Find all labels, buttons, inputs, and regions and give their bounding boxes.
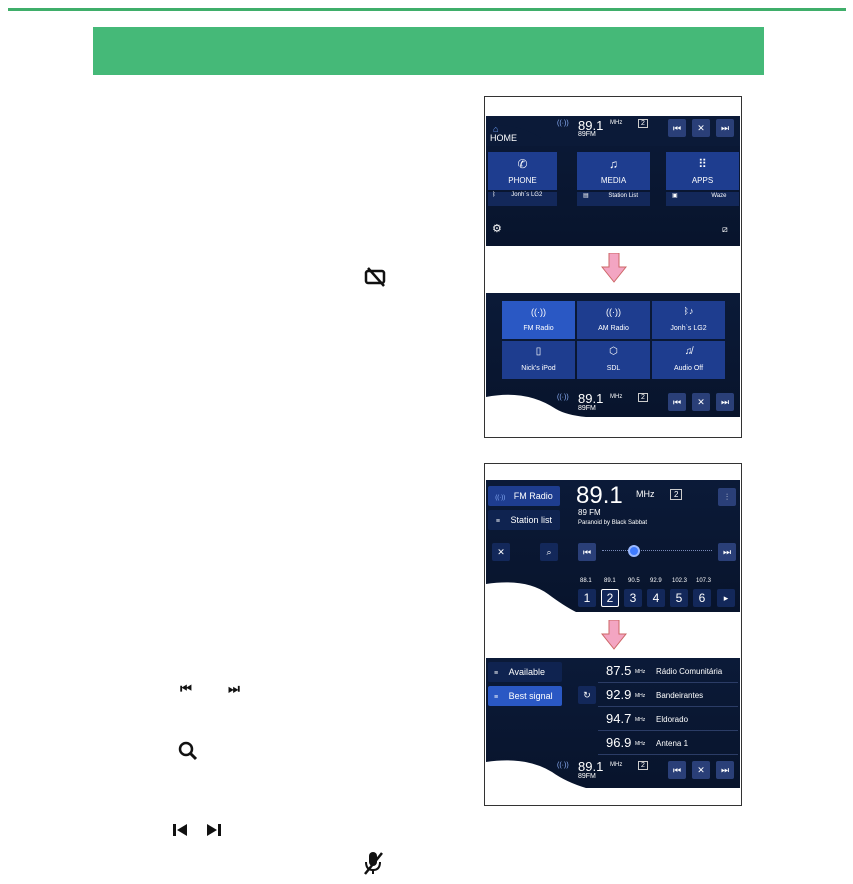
list-icon: ▤ — [583, 193, 589, 199]
signal-icon: ((·)) — [557, 762, 569, 769]
station-name: Eldorado — [656, 715, 689, 724]
preset-badge: 2 — [638, 119, 648, 128]
previous-button[interactable]: ⏮ — [668, 119, 686, 137]
station-row[interactable] — [598, 660, 738, 683]
menu-best-signal[interactable] — [488, 686, 562, 706]
station-frequency: 94.7 — [606, 711, 632, 726]
source-ipod[interactable] — [502, 341, 575, 379]
top-rule — [8, 8, 846, 11]
station-name: 89 FM — [578, 508, 601, 517]
source-sdl[interactable] — [577, 341, 650, 379]
fm-radio-screen — [486, 480, 740, 612]
frequency-unit: MHz — [610, 762, 623, 768]
tile-sub-media[interactable] — [577, 192, 650, 206]
preset-frequency: 107.3 — [696, 578, 712, 584]
signal-icon: ((·)) — [557, 394, 569, 401]
preset-badge: 2 — [638, 761, 648, 770]
preset-frequency: 88.1 — [580, 578, 592, 584]
next-button[interactable]: ⏭ — [716, 119, 734, 137]
frequency: 89.1 — [576, 482, 623, 509]
station-list-screen — [486, 658, 740, 788]
preset-button-selected[interactable]: 2 — [601, 589, 619, 607]
home-label[interactable]: HOME — [490, 133, 517, 143]
menu-label: Station list — [510, 515, 553, 525]
station-name: 89FM — [578, 405, 596, 412]
projection-off-icon — [364, 266, 388, 288]
menu-label: FM Radio — [513, 491, 553, 501]
source-audio-off[interactable] — [652, 341, 725, 379]
signal-bars-icon: ≡ — [494, 670, 499, 677]
station-name: Antena 1 — [656, 739, 689, 748]
tile-label: PHONE — [508, 176, 537, 185]
previous-button[interactable]: ⏮ — [668, 393, 686, 411]
radio-icon: ((·)) — [606, 307, 621, 317]
signal-bars-icon: ≡ — [494, 694, 499, 701]
source-fm-radio[interactable] — [502, 301, 575, 339]
next-track-icon — [206, 822, 222, 838]
tile-media[interactable] — [577, 152, 650, 190]
station-name: 89FM — [578, 131, 596, 138]
equalizer-button[interactable]: ⫶ — [718, 488, 736, 506]
phone-icon: ✆ — [517, 157, 528, 171]
skip-back-icon: ⏮ — [180, 681, 192, 696]
next-button[interactable]: ⏭ — [716, 393, 734, 411]
source-label: Audio Off — [673, 365, 704, 372]
frequency-unit: MHz — [610, 394, 623, 400]
previous-button[interactable]: ⏮ — [668, 761, 686, 779]
tuning-scale[interactable] — [602, 550, 712, 555]
sdl-icon: ⬡ — [609, 346, 618, 357]
audio-off-icon: ♫̸ — [684, 346, 693, 357]
previous-track-icon — [172, 822, 188, 838]
station-unit: MHz — [635, 717, 646, 723]
mute-button[interactable]: ✕ — [492, 543, 510, 561]
preset-frequency: 90.5 — [628, 578, 640, 584]
figure-radio-to-list — [484, 463, 742, 806]
next-button[interactable]: ⏭ — [716, 761, 734, 779]
music-icon: ♫ — [609, 157, 618, 171]
section-banner — [93, 27, 764, 75]
preset-button[interactable]: 4 — [647, 589, 665, 607]
ipod-icon: ▯ — [535, 346, 542, 357]
next-page-button[interactable]: ▸ — [717, 589, 735, 607]
preset-button[interactable]: 3 — [624, 589, 642, 607]
tile-sub-phone[interactable] — [488, 192, 557, 206]
station-frequency: 87.5 — [606, 663, 632, 678]
down-arrow — [601, 620, 627, 650]
preset-frequency: 102.3 — [672, 578, 688, 584]
frequency-unit: MHz — [636, 489, 655, 499]
preset-button[interactable]: 1 — [578, 589, 596, 607]
down-arrow — [601, 253, 627, 283]
station-name: Rádio Comunitária — [656, 667, 723, 676]
home-screen — [486, 116, 740, 246]
tile-label: APPS — [691, 176, 714, 185]
mute-button[interactable]: ✕ — [692, 119, 710, 137]
source-bluetooth[interactable] — [652, 301, 725, 339]
bluetooth-icon: ᛒ — [492, 192, 496, 198]
song-info: Paranoid by Black Sabbat — [578, 520, 648, 526]
source-label: Nick's iPod — [521, 365, 556, 372]
search-button[interactable]: ⌕ — [540, 543, 558, 561]
refresh-button[interactable]: ↻ — [578, 686, 596, 704]
menu-fm-radio[interactable] — [488, 486, 560, 506]
menu-label: Available — [508, 667, 545, 677]
station-unit: MHz — [635, 741, 646, 747]
source-screen — [486, 293, 740, 417]
frequency: 89.1 — [578, 118, 604, 133]
signal-icon: ((·)) — [557, 120, 569, 127]
menu-station-list[interactable] — [488, 510, 560, 530]
station-name: 89FM — [578, 773, 596, 780]
seek-back-button[interactable]: ⏮ — [578, 543, 596, 561]
frequency: 89.1 — [578, 759, 604, 774]
station-frequency: 92.9 — [606, 687, 632, 702]
station-unit: MHz — [635, 693, 646, 699]
source-am-radio[interactable] — [577, 301, 650, 339]
frequency-unit: MHz — [610, 120, 623, 126]
tuning-knob[interactable] — [628, 545, 640, 557]
tile-sub-label: Waze — [711, 193, 727, 199]
station-row[interactable] — [598, 684, 738, 707]
tile-apps[interactable] — [666, 152, 739, 190]
tile-label: MEDIA — [600, 176, 627, 185]
station-frequency: 96.9 — [606, 735, 632, 750]
preset-frequency: 92.9 — [650, 578, 662, 584]
preset-button[interactable]: 5 — [670, 589, 688, 607]
radio-icon: ((·)) — [531, 307, 546, 317]
settings-icon[interactable]: ⚙ — [492, 223, 502, 235]
preset-frequency: 89.1 — [604, 578, 616, 584]
preset-button[interactable]: 6 — [693, 589, 711, 607]
frequency: 89.1 — [578, 391, 604, 406]
source-label: SDL — [606, 365, 621, 372]
radio-icon: ((·)) — [495, 495, 506, 501]
mute-button[interactable]: ✕ — [692, 761, 710, 779]
preset-badge: 2 — [670, 489, 682, 500]
station-row[interactable] — [598, 708, 738, 731]
source-label: Jonh`s LG2 — [670, 325, 707, 332]
bluetooth-music-icon: ᛒ♪ — [683, 306, 694, 316]
mute-microphone-icon — [362, 850, 384, 876]
station-row[interactable] — [598, 732, 738, 755]
station-name: Bandeirantes — [656, 691, 704, 700]
list-icon: ≡ — [495, 518, 501, 525]
skip-forward-icon: ⏭ — [228, 681, 240, 696]
grid-icon: ⠿ — [698, 157, 707, 171]
tile-sub-label: Station List — [608, 193, 639, 199]
search-icon — [177, 740, 199, 762]
tile-phone[interactable] — [488, 152, 557, 190]
preset-badge: 2 — [638, 393, 648, 402]
menu-available[interactable] — [488, 662, 562, 682]
menu-label: Best signal — [508, 691, 553, 701]
projection-off-small-icon[interactable]: ⧄ — [722, 224, 728, 234]
seek-forward-button[interactable]: ⏭ — [718, 543, 736, 561]
waze-icon: ▣ — [672, 193, 678, 199]
source-label: AM Radio — [598, 325, 629, 332]
tile-sub-apps[interactable] — [666, 192, 739, 206]
tile-sub-label: Jonh`s LG2 — [511, 192, 543, 198]
source-label: FM Radio — [523, 325, 554, 332]
mute-button[interactable]: ✕ — [692, 393, 710, 411]
figure-home-to-source — [484, 96, 742, 438]
home-icon[interactable]: ⌂ — [493, 124, 499, 134]
station-unit: MHz — [635, 669, 646, 675]
